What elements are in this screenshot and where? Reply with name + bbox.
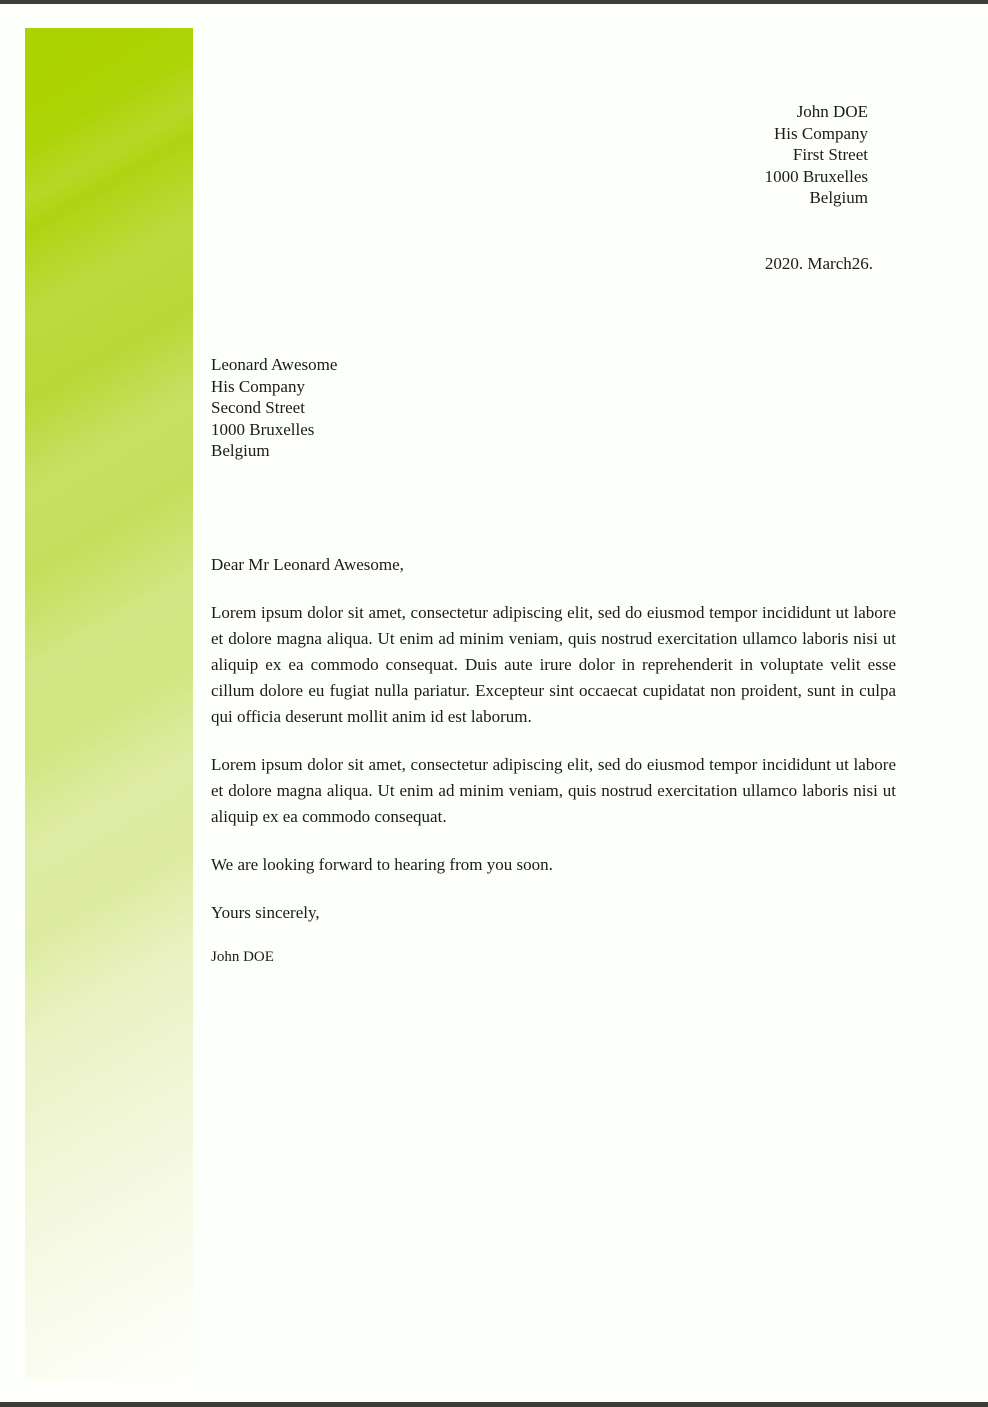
sender-city: 1000 Bruxelles: [764, 166, 868, 186]
date-text: 2020. March26.: [764, 254, 873, 273]
bottom-edge-bar: [0, 1402, 988, 1407]
closing-text: We are looking forward to hearing from you soon.: [211, 855, 553, 874]
sender-country: Belgium: [809, 188, 868, 208]
valediction-text: Yours sincerely,: [211, 903, 320, 922]
letter-body: [211, 552, 896, 970]
recipient-address-block: [211, 354, 337, 462]
top-edge-bar: [0, 0, 988, 4]
recipient-street: Second Street: [211, 398, 305, 418]
sender-address-block: [765, 101, 868, 209]
recipient-country: Belgium: [211, 441, 270, 461]
salutation-text: Dear Mr Leonard Awesome,: [211, 555, 404, 574]
body-paragraph-1: Lorem ipsum dolor sit amet, consectetur adipiscing elit, sed do eiusmod tempor incididunt ut labore et dolore magna aliqua. Ut enim ad minim veniam, quis nostrud exercitation ullamco laboris nisi ut aliquip ex ea commodo consequat. Duis aute irure dolor in reprehenderit in voluptate velit esse cillum dolore eu fugiat nulla pariatur. Excepteur sint occaecat cupidatat non proident, sunt in culpa qui officia deserunt mollit anim id est laborum.: [211, 603, 896, 726]
recipient-company: His Company: [211, 376, 305, 396]
recipient-city: 1000 Bruxelles: [211, 419, 315, 439]
signature-text: John DOE: [211, 949, 274, 965]
recipient-name: Leonard Awesome: [211, 355, 338, 374]
sender-name: John DOE: [796, 102, 868, 121]
green-gradient-stripe: [25, 28, 193, 1380]
sender-street: First Street: [792, 145, 868, 165]
sender-company: His Company: [774, 123, 868, 143]
body-paragraph-2: Lorem ipsum dolor sit amet, consectetur adipiscing elit, sed do eiusmod tempor incididunt ut labore et dolore magna aliqua. Ut enim ad minim veniam, quis nostrud exercitation ullamco laboris nisi ut aliquip ex ea commodo consequat.: [211, 755, 896, 826]
